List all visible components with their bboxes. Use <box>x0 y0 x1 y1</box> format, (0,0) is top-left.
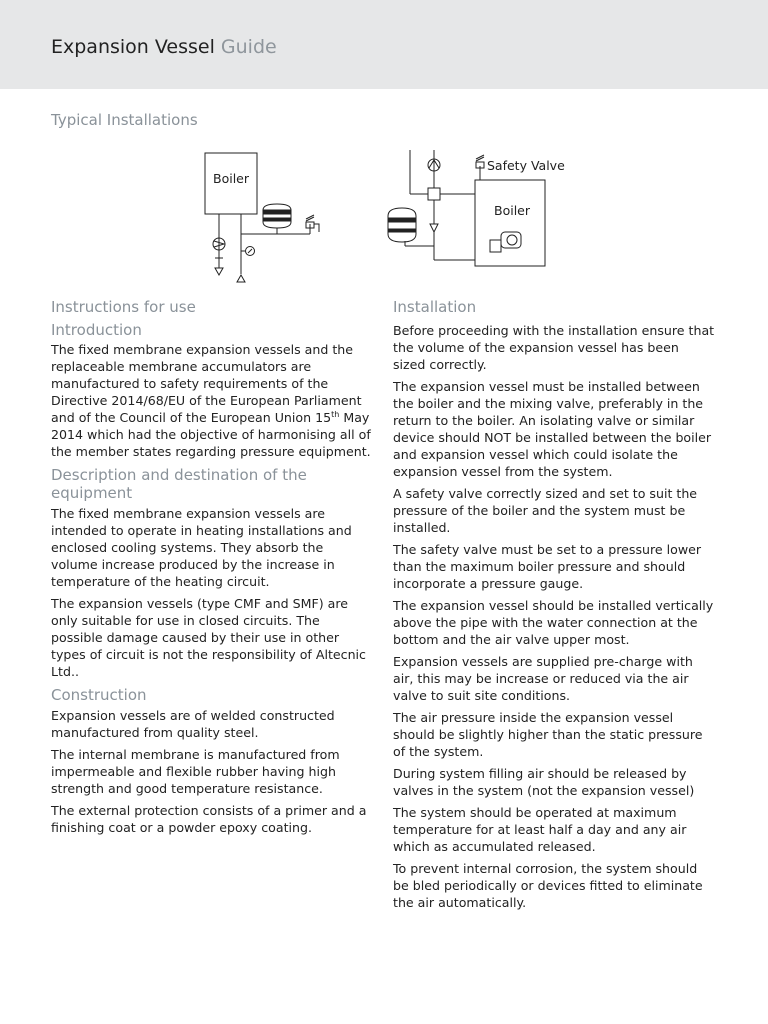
page-header <box>0 0 768 89</box>
installation-paragraph: Expansion vessels are supplied pre-charge with air, this may be increase or reduced via the air valve to suit site conditions. <box>393 654 693 703</box>
diagram2-boiler-label: Boiler <box>494 203 530 218</box>
right-column <box>393 298 715 916</box>
page-title-main: Expansion Vessel <box>51 36 215 58</box>
installation-paragraph: A safety valve correctly sized and set to suit the pressure of the boiler and the system must be installed. <box>393 486 698 535</box>
expansion-vessel-icon-2 <box>388 208 416 242</box>
diagram1-boiler-label: Boiler <box>213 171 249 186</box>
diagram-floor-boiler <box>383 148 578 273</box>
description-paragraph-2: The expansion vessels (type CMF and SMF) are only suitable for use in closed circuits. The possible damage caused by their use in other types of circuit is not the responsibility of Altecnic Ltd.. <box>51 596 366 679</box>
boiler-box-2 <box>475 180 545 266</box>
typical-installations-heading: Typical Installations <box>51 111 198 129</box>
intro-paragraph: The fixed membrane expansion vessels and the replaceable membrane accumulators are manufactured to safety requirements of the Directive 2014/68/EU of the European Parliament and of the Council of the European Union 15th May 2014 which had the objective of harmonising all of the member states regarding pressure equipment. <box>51 342 371 459</box>
construction-paragraph-3: The external protection consists of a primer and a finishing coat or a powder epoxy coating. <box>51 803 367 835</box>
page-title <box>51 36 277 58</box>
installation-paragraph: The air pressure inside the expansion vessel should be slightly higher than the static pressure of the system. <box>393 710 703 759</box>
description-heading: Description and destination of the equipment <box>51 466 307 502</box>
installation-paragraph: To prevent internal corrosion, the system should be bled periodically or devices fitted to eliminate the air automatically. <box>393 861 703 910</box>
burner-icon <box>490 232 521 252</box>
installation-paragraph: During system filling air should be released by valves in the system (not the expansion vessel) <box>393 766 695 798</box>
diagram-wall-boiler <box>195 148 325 288</box>
page-title-accent: Guide <box>220 36 277 58</box>
installation-paragraph: The expansion vessel must be installed between the boiler and the mixing valve, preferably in the return to the boiler. An isolating valve or similar device should NOT be installed between the boiler and expansion vessel which could isolate the expansion vessel from the system. <box>393 379 712 479</box>
construction-paragraph-1: Expansion vessels are of welded constructed manufactured from quality steel. <box>51 708 335 740</box>
introduction-heading: Introduction <box>51 321 142 339</box>
construction-heading: Construction <box>51 686 147 704</box>
installation-heading: Installation <box>393 298 477 316</box>
diagram2-safety-valve-label: Safety Valve <box>487 158 565 173</box>
installation-paragraph: The safety valve must be set to a pressure lower than the maximum boiler pressure and should incorporate a pressure gauge. <box>393 542 702 591</box>
installation-paragraph: The expansion vessel should be installed vertically above the pipe with the water connection at the bottom and the air valve upper most. <box>393 598 714 647</box>
construction-paragraph-2: The internal membrane is manufactured from impermeable and flexible rubber having high strength and good temperature resistance. <box>51 747 340 796</box>
description-paragraph-1: The fixed membrane expansion vessels are intended to operate in heating installations and enclosed cooling systems. They absorb the volume increase produced by the increase in temperature of the heating circuit. <box>51 506 352 589</box>
left-column <box>51 298 371 841</box>
installation-paragraph: Before proceeding with the installation ensure that the volume of the expansion vessel has been sized correctly. <box>393 323 715 372</box>
instructions-heading: Instructions for use <box>51 298 196 316</box>
expansion-vessel-icon <box>263 204 291 228</box>
installation-paragraph: The system should be operated at maximum temperature for at least half a day and any air which as accumulated released. <box>393 805 687 854</box>
